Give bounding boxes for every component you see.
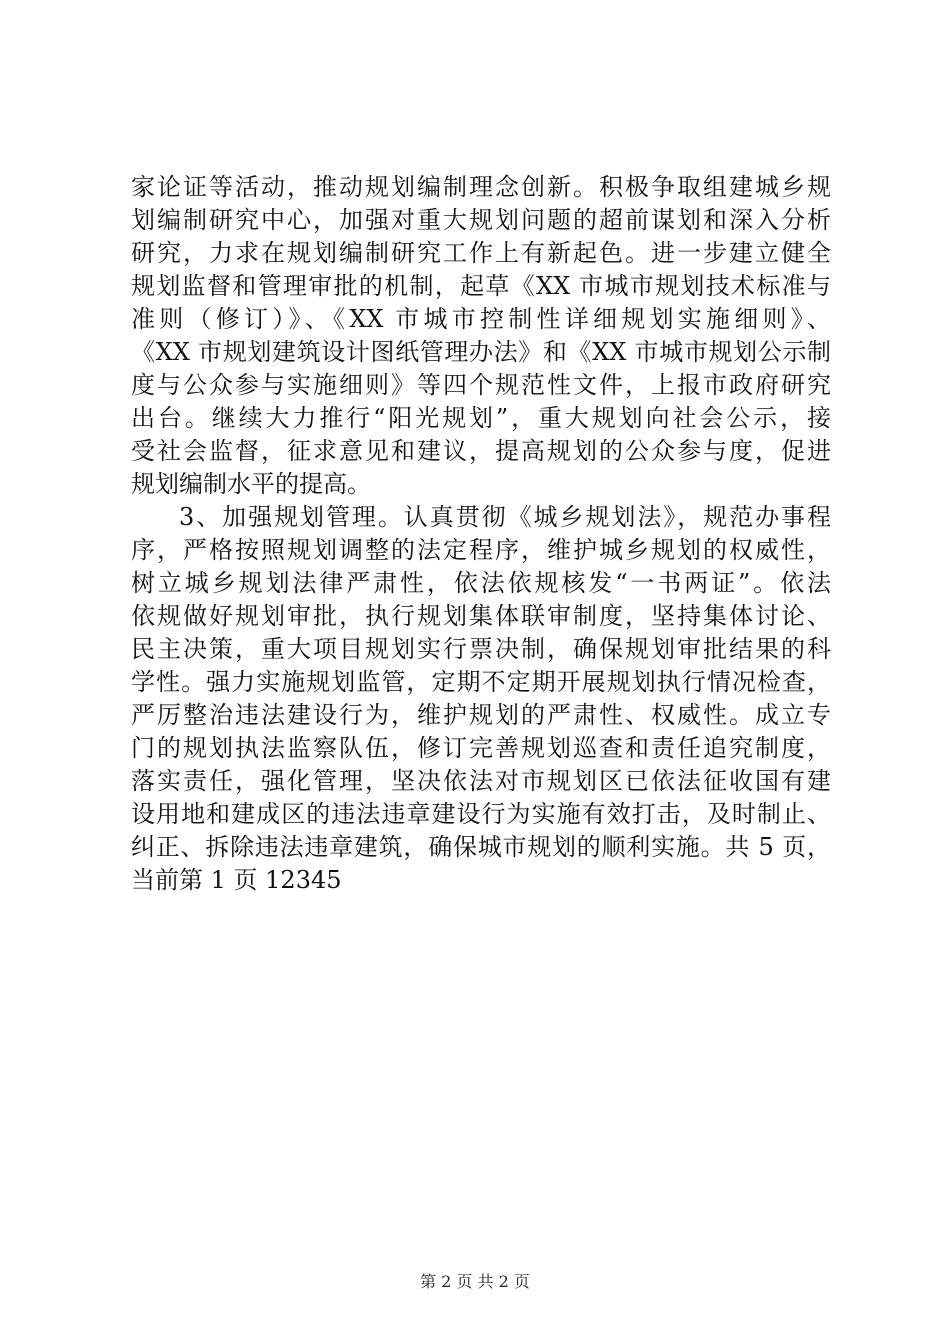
- body-text-line: 纠正、拆除违法违章建筑，确保城市规划的顺利实施。共 5 页，: [131, 833, 831, 861]
- body-text-line: 研究，力求在规划编制研究工作上有新起色。进一步建立健全: [131, 239, 831, 267]
- body-text-line: 准则（修订）》、《XX 市城市控制性详细规划实施细则》、: [131, 305, 831, 333]
- page-footer: [0, 1271, 950, 1293]
- body-text-line: 落实责任，强化管理，坚决依法对市规划区已依法征收国有建: [131, 767, 831, 795]
- body-text-line: 民主决策，重大项目规划实行票决制，确保规划审批结果的科: [131, 635, 831, 663]
- body-text-line: 《XX 市规划建筑设计图纸管理办法》和《XX 市城市规划公示制: [131, 338, 831, 366]
- body-text-line: 树立城乡规划法律严肃性，依法依规核发“一书两证”。依法: [131, 569, 831, 597]
- body-text-line: 门的规划执法监察队伍，修订完善规划巡查和责任追究制度，: [131, 734, 831, 762]
- body-text-line: 规划编制水平的提高。: [131, 470, 371, 498]
- body-text-line: 规划监督和管理审批的机制，起草《XX 市城市规划技术标准与: [131, 272, 831, 300]
- page-indicator: 第 2 页 共 2 页: [420, 1272, 530, 1291]
- body-text-line: 序，严格按照规划调整的法定程序，维护城乡规划的权威性，: [131, 536, 831, 564]
- document-body: [131, 171, 831, 897]
- body-text-line: 度与公众参与实施细则》等四个规范性文件，上报市政府研究: [131, 371, 831, 399]
- body-text-line: 严厉整治违法建设行为，维护规划的严肃性、权威性。成立专: [131, 701, 831, 729]
- body-text-line: 依规做好规划审批，执行规划集体联审制度，坚持集体讨论、: [131, 602, 831, 630]
- body-text-line: 受社会监督，征求意见和建议，提高规划的公众参与度，促进: [131, 437, 831, 465]
- body-text-line: 设用地和建成区的违法违章建设行为实施有效打击，及时制止、: [131, 800, 831, 828]
- body-text-line: 3、加强规划管理。认真贯彻《城乡规划法》，规范办事程: [179, 503, 831, 531]
- body-text-line: 划编制研究中心，加强对重大规划问题的超前谋划和深入分析: [131, 206, 831, 234]
- body-text-line: 学性。强力实施规划监管，定期不定期开展规划执行情况检查，: [131, 668, 831, 696]
- body-text-line: 家论证等活动，推动规划编制理念创新。积极争取组建城乡规: [131, 173, 831, 201]
- body-text-line: 当前第 1 页 12345: [131, 866, 342, 894]
- body-text-line: 出台。继续大力推行“阳光规划”，重大规划向社会公示，接: [131, 404, 831, 432]
